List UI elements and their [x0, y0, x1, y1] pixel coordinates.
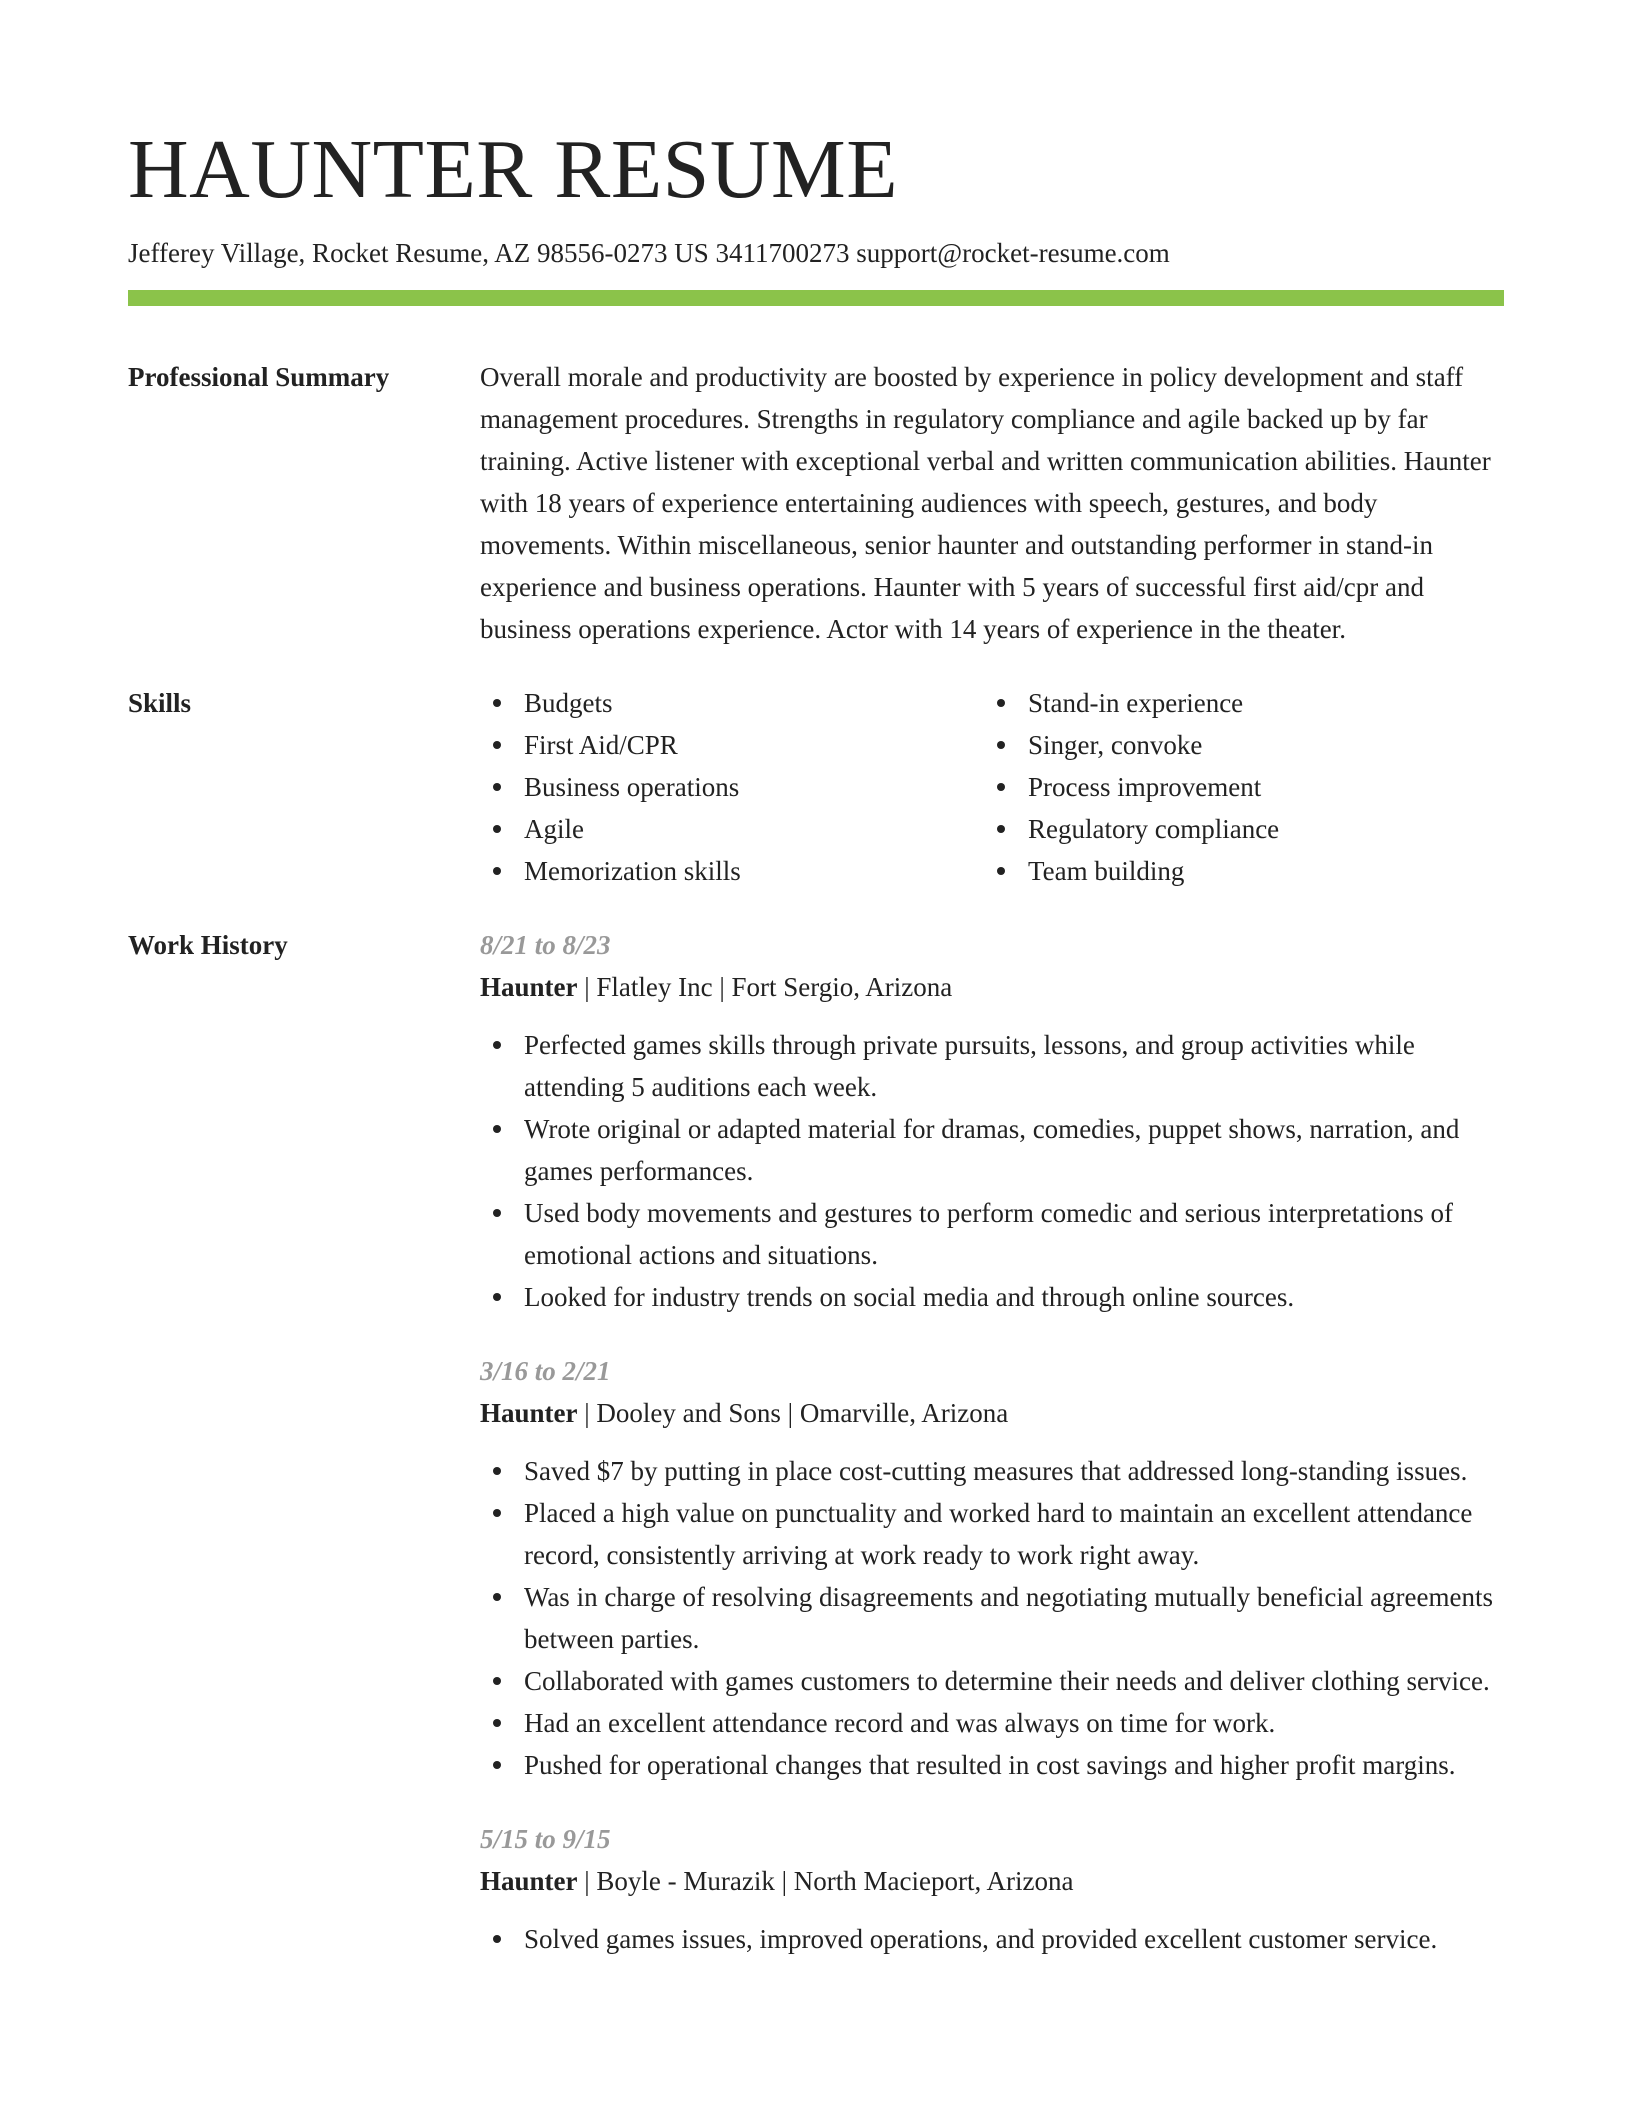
skill-item: Business operations — [480, 766, 984, 808]
job-location: North Macieport, Arizona — [793, 1866, 1074, 1896]
job-bullet: Collaborated with games customers to determine their needs and deliver clothing service. — [480, 1660, 1504, 1702]
skills-section — [128, 682, 1504, 892]
job-title-line — [480, 966, 1504, 1008]
separator: | — [719, 972, 725, 1002]
job-bullet: Saved $7 by putting in place cost-cutting measures that addressed long-standing issues. — [480, 1450, 1504, 1492]
job-bullet-list — [480, 1024, 1504, 1318]
separator: | — [584, 1398, 590, 1428]
job-title-line — [480, 1860, 1504, 1902]
skill-item: Process improvement — [984, 766, 1488, 808]
job-location: Fort Sergio, Arizona — [731, 972, 953, 1002]
job-title: Haunter — [480, 1866, 578, 1896]
job-bullet: Was in charge of resolving disagreements and negotiating mutually beneficial agreements between parties. — [480, 1576, 1504, 1660]
professional-summary-section — [128, 356, 1504, 650]
header-divider — [128, 290, 1504, 306]
job-entry — [480, 924, 1504, 1318]
separator: | — [584, 972, 590, 1002]
job-dates: 8/21 to 8/23 — [480, 930, 611, 960]
skills-list-left — [480, 682, 984, 892]
job-entry — [480, 1350, 1504, 1786]
job-bullet-list — [480, 1918, 1504, 1960]
section-heading: Professional Summary — [128, 362, 390, 392]
skill-item: Memorization skills — [480, 850, 984, 892]
separator: | — [781, 1866, 788, 1896]
job-company: Boyle - Murazik — [596, 1866, 775, 1896]
job-company: Flatley Inc — [596, 972, 713, 1002]
job-bullet: Had an excellent attendance record and was always on time for work. — [480, 1702, 1504, 1744]
job-location: Omarville, Arizona — [799, 1398, 1009, 1428]
job-bullet: Placed a high value on punctuality and worked hard to maintain an excellent attendance record, consistently arriving at work ready to work right away. — [480, 1492, 1504, 1576]
skills-list-right — [984, 682, 1488, 892]
job-bullet: Looked for industry trends on social media and through online sources. — [480, 1276, 1504, 1318]
job-dates: 5/15 to 9/15 — [480, 1824, 611, 1854]
job-entry — [480, 1818, 1504, 1960]
separator: | — [787, 1398, 794, 1428]
skill-item: Stand-in experience — [984, 682, 1488, 724]
job-bullet-list — [480, 1450, 1504, 1786]
job-company: Dooley and Sons — [596, 1398, 781, 1428]
job-bullet: Pushed for operational changes that resulted in cost savings and higher profit margins. — [480, 1744, 1504, 1786]
job-bullet: Used body movements and gestures to perform comedic and serious interpretations of emotional actions and situations. — [480, 1192, 1504, 1276]
contact-line: Jefferey Village, Rocket Resume, AZ 98556-0273 US 3411700273 support@rocket-resume.com — [128, 238, 1170, 268]
skill-item: Regulatory compliance — [984, 808, 1488, 850]
job-title: Haunter — [480, 972, 578, 1002]
job-bullet: Perfected games skills through private pursuits, lessons, and group activities while attending 5 auditions each week. — [480, 1024, 1504, 1108]
skill-item: First Aid/CPR — [480, 724, 984, 766]
skill-item: Budgets — [480, 682, 984, 724]
work-history-section — [128, 924, 1504, 1992]
section-heading: Work History — [128, 930, 288, 960]
resume-title: HAUNTER RESUME — [128, 123, 899, 216]
section-heading: Skills — [128, 688, 192, 718]
resume-page — [128, 0, 1504, 1992]
summary-text: Overall morale and productivity are boosted by experience in policy development and staff management procedures. Strengths in regulatory compliance and agile backed up by far training. Active listener with exceptional verbal and written communication abilities. Haunter with 18 years of experience entertaining audiences with speech, gestures, and body movements. Within miscellaneous, senior haunter and outstanding performer in stand-in experience and business operations. Haunter with 5 years of successful first aid/cpr and business operations experience. Actor with 14 years of experience in the theater. — [480, 362, 1491, 644]
skill-item: Singer, convoke — [984, 724, 1488, 766]
skill-item: Agile — [480, 808, 984, 850]
job-bullet: Wrote original or adapted material for dramas, comedies, puppet shows, narration, and games performances. — [480, 1108, 1504, 1192]
job-bullet: Solved games issues, improved operations, and provided excellent customer service. — [480, 1918, 1504, 1960]
skill-item: Team building — [984, 850, 1488, 892]
job-title: Haunter — [480, 1398, 578, 1428]
job-dates: 3/16 to 2/21 — [480, 1356, 611, 1386]
separator: | — [584, 1866, 590, 1896]
job-title-line — [480, 1392, 1504, 1434]
